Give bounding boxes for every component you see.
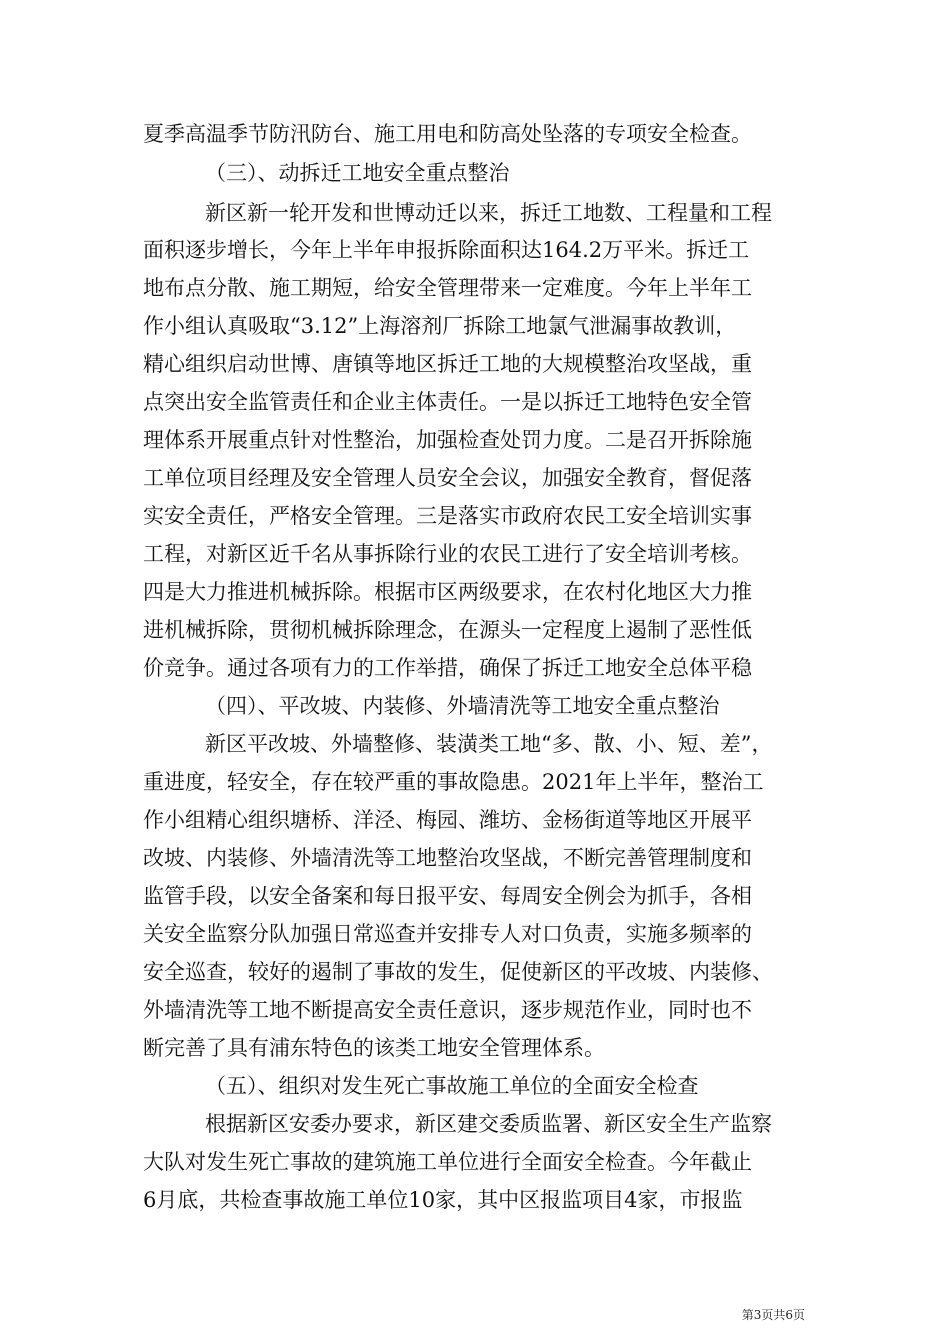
text-line: 夏季高温季节防汛防台、施工用电和防高处坠落的专项安全检查。: [143, 122, 752, 146]
text-line: 断完善了具有浦东特色的该类工地安全管理体系。: [143, 1036, 605, 1060]
section-heading: （四）、平改坡、内装修、外墙清洗等工地安全重点整治: [205, 694, 720, 718]
text-line: 关安全监察分队加强日常巡查并安排专人对口负责，实施多频率的: [143, 922, 752, 946]
text-line: 改坡、内装修、外墙清洗等工地整治攻坚战，不断完善管理制度和: [143, 846, 752, 870]
text-line: 监管手段，以安全备案和每日报平安、每周安全例会为抓手，各相: [143, 884, 752, 908]
text-line: 工单位项目经理及安全管理人员安全会议，加强安全教育，督促落: [143, 466, 752, 490]
text-line: 价竞争。通过各项有力的工作举措，确保了拆迁工地安全总体平稳: [143, 656, 752, 680]
paragraph-first-line: 根据新区安委办要求，新区建交委质监署、新区安全生产监察: [205, 1112, 772, 1136]
text-line: 地布点分散、施工期短，给安全管理带来一定难度。今年上半年工: [143, 276, 752, 300]
paragraph-first-line: 新区新一轮开发和世博动迁以来，拆迁工地数、工程量和工程: [205, 201, 772, 225]
text-line: 实安全责任，严格安全管理。三是落实市政府农民工安全培训实事: [143, 504, 752, 528]
page-number-footer: 第3页共6页: [741, 1308, 805, 1322]
text-line: 面积逐步增长，今年上半年申报拆除面积达164.2万平米。拆迁工: [143, 238, 750, 262]
text-line: 作小组认真吸取“3.12”上海溶剂厂拆除工地氯气泄漏事故教训，: [143, 314, 737, 338]
text-line: 重进度，轻安全，存在较严重的事故隐患。2021年上半年，整治工: [143, 770, 764, 794]
text-line: 精心组织启动世博、唐镇等地区拆迁工地的大规模整治攻坚战，重: [143, 352, 752, 376]
text-line: 作小组精心组织塘桥、洋泾、梅园、潍坊、金杨街道等地区开展平: [143, 808, 752, 832]
text-line: 安全巡查，较好的遏制了事故的发生，促使新区的平改坡、内装修、: [143, 960, 773, 984]
text-line: 四是大力推进机械拆除。根据市区两级要求，在农村化地区大力推: [143, 580, 752, 604]
paragraph-first-line: 新区平改坡、外墙整修、装潢类工地“多、散、小、短、差”，: [205, 732, 773, 756]
text-line: 点突出安全监管责任和企业主体责任。一是以拆迁工地特色安全管: [143, 390, 752, 414]
text-line: 理体系开展重点针对性整治，加强检查处罚力度。二是召开拆除施: [143, 428, 752, 452]
section-heading: （三）、动拆迁工地安全重点整治: [205, 161, 510, 185]
text-line: 进机械拆除，贯彻机械拆除理念，在源头一定程度上遏制了恶性低: [143, 618, 752, 642]
section-heading: （五）、组织对发生死亡事故施工单位的全面安全检查: [205, 1074, 699, 1098]
text-line: 外墙清洗等工地不断提高安全责任意识，逐步规范作业，同时也不: [143, 998, 752, 1022]
text-line: 6月底，共检查事故施工单位10家，其中区报监项目4家，市报监: [143, 1188, 743, 1212]
text-line: 大队对发生死亡事故的建筑施工单位进行全面安全检查。今年截止: [143, 1150, 752, 1174]
text-line: 工程，对新区近千名从事拆除行业的农民工进行了安全培训考核。: [143, 542, 752, 566]
